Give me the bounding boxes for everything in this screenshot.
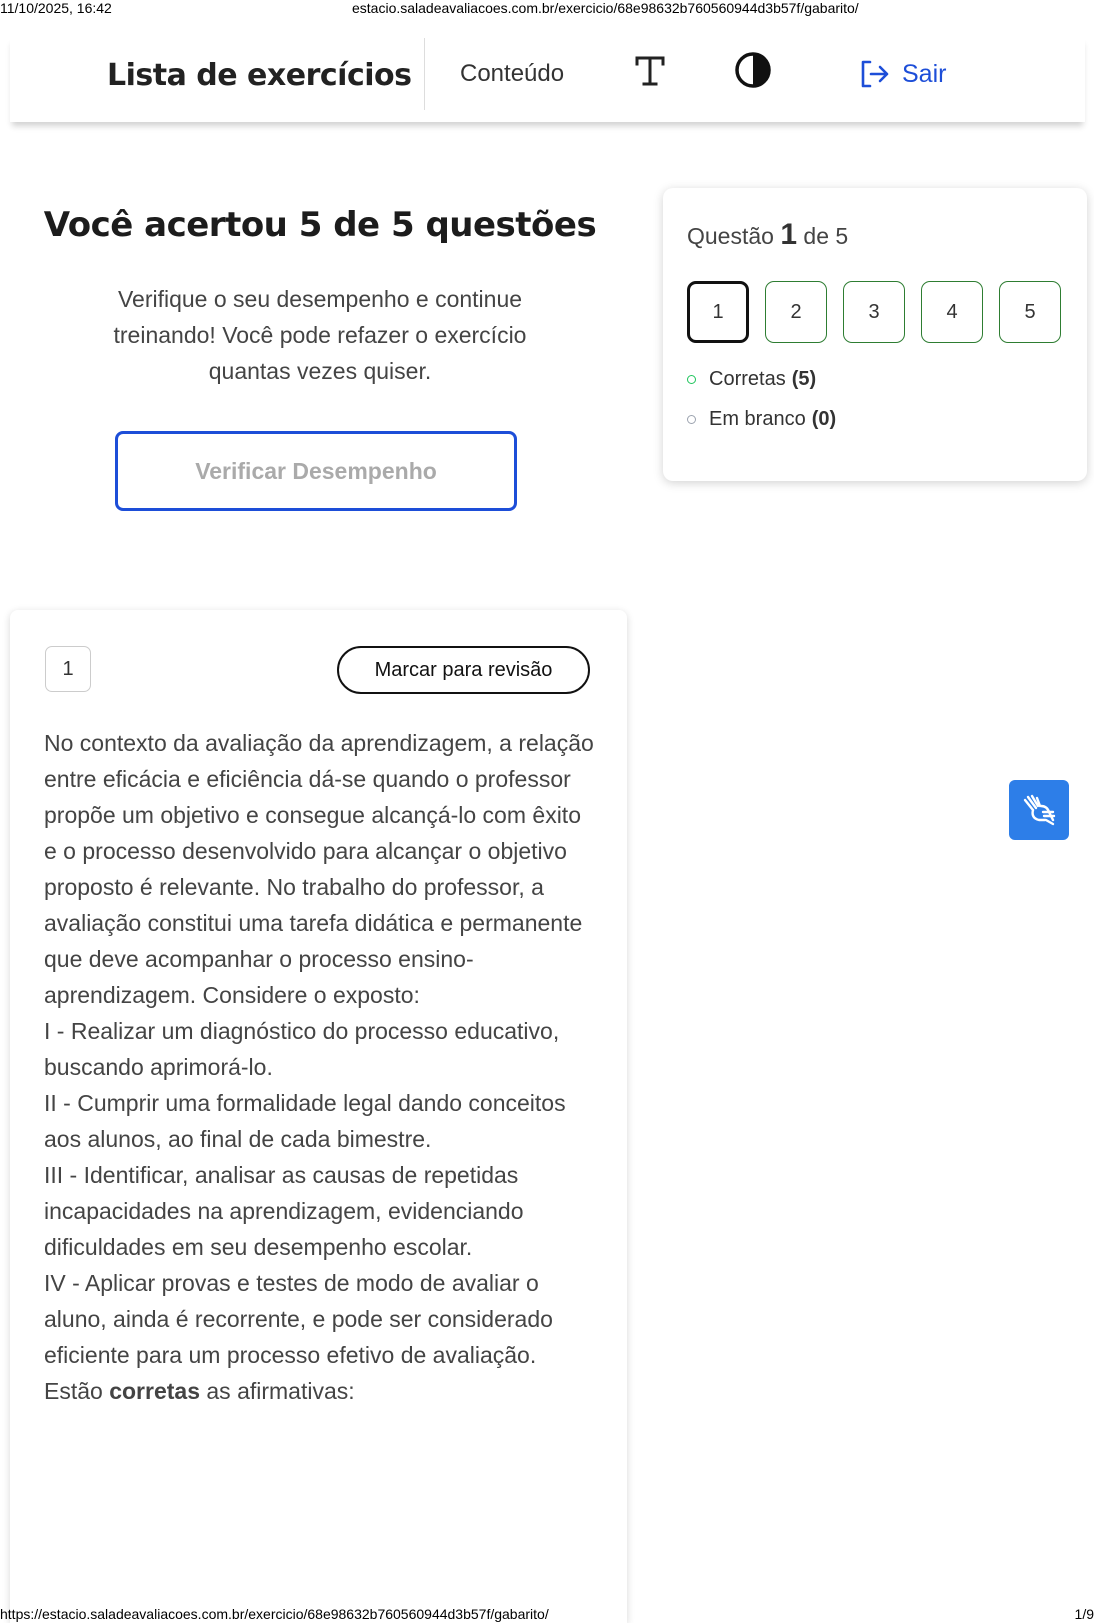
question-button-4[interactable]: 4 — [921, 281, 983, 343]
navigator-label-suffix: de 5 — [803, 223, 849, 249]
question-number-badge: 1 — [45, 646, 91, 692]
font-size-icon — [632, 50, 668, 90]
legend-blank-count: (0) — [811, 408, 837, 430]
legend-correct-label: Corretas — [709, 368, 786, 390]
print-footer — [0, 1606, 1094, 1623]
closing-prefix: Estão — [44, 1378, 103, 1404]
blank-dot-icon — [687, 415, 696, 424]
question-button-2[interactable]: 2 — [765, 281, 827, 343]
sign-language-button[interactable] — [1009, 780, 1069, 840]
legend-correct — [687, 368, 816, 391]
print-header — [0, 0, 1094, 16]
print-datetime: 11/10/2025, 16:42 — [0, 0, 112, 16]
question-card — [10, 610, 627, 1623]
question-button-5[interactable]: 5 — [999, 281, 1061, 343]
verify-performance-button[interactable]: Verificar Desempenho — [115, 431, 517, 511]
conteudo-link[interactable]: Conteúdo — [460, 60, 565, 87]
topbar-divider — [424, 38, 425, 110]
logout-icon — [858, 58, 890, 90]
logout-button[interactable] — [858, 54, 946, 94]
result-summary — [20, 205, 620, 389]
question-item: I - Realizar um diagnóstico do processo educativo, buscando aprimorá-lo. — [44, 1018, 560, 1080]
navigator-label-prefix: Questão — [687, 223, 774, 249]
mark-for-review-button[interactable]: Marcar para revisão — [337, 646, 590, 694]
question-button-1[interactable]: 1 — [687, 281, 749, 343]
page-title: Lista de exercícios — [107, 58, 412, 93]
question-navigator — [663, 188, 1087, 481]
top-navigation-bar — [10, 36, 1085, 122]
legend-blank-label: Em branco — [709, 408, 806, 430]
print-url: estacio.saladeavaliacoes.com.br/exercicio/68e98632b760560944d3b57f/gabarito/ — [352, 0, 859, 16]
result-message: Verifique o seu desempenho e continue treinando! Você pode refazer o exercício quantas vezes quiser. — [113, 286, 527, 384]
question-statement — [44, 725, 599, 1409]
question-item: IV - Aplicar provas e testes de modo de avaliar o aluno, ainda é recorrente, e pode ser considerado eficiente para um processo efetivo de avaliação. — [44, 1270, 553, 1368]
print-footer-url: https://estacio.saladeavaliacoes.com.br/exercicio/68e98632b760560944d3b57f/gabarito/ — [0, 1606, 549, 1622]
question-button-3[interactable]: 3 — [843, 281, 905, 343]
navigator-title — [687, 218, 848, 252]
closing-suffix: as afirmativas: — [206, 1378, 355, 1404]
closing-bold: corretas — [109, 1378, 200, 1404]
question-item: II - Cumprir uma formalidade legal dando conceitos aos alunos, ao final de cada bimestre. — [44, 1090, 566, 1152]
sign-language-icon — [1019, 790, 1059, 830]
legend-blank — [687, 408, 836, 431]
legend-correct-count: (5) — [791, 368, 817, 390]
logout-label: Sair — [902, 59, 947, 88]
question-intro: No contexto da avaliação da aprendizagem, a relação entre eficácia e eficiência dá-se quando o professor propõe um objetivo e consegue alcançá-lo com êxito e o processo desenvolvido para alcançar o objetivo proposto é relevante. No trabalho do professor, a avaliação constitui uma tarefa didática e permanente que deve acompanhar o processo ensino-aprendizagem. Considere o exposto: — [44, 730, 594, 1008]
font-size-button[interactable] — [632, 50, 668, 90]
correct-dot-icon — [687, 375, 696, 384]
contrast-icon — [733, 50, 773, 90]
print-page-number: 1/9 — [1074, 1606, 1094, 1622]
question-item: III - Identificar, analisar as causas de repetidas incapacidades na aprendizagem, evidenciando dificuldades em seu desempenho escolar. — [44, 1162, 524, 1260]
navigator-current: 1 — [780, 218, 798, 251]
question-closing — [44, 1373, 599, 1409]
contrast-button[interactable] — [733, 50, 773, 90]
result-heading: Você acertou 5 de 5 questões — [43, 205, 597, 245]
